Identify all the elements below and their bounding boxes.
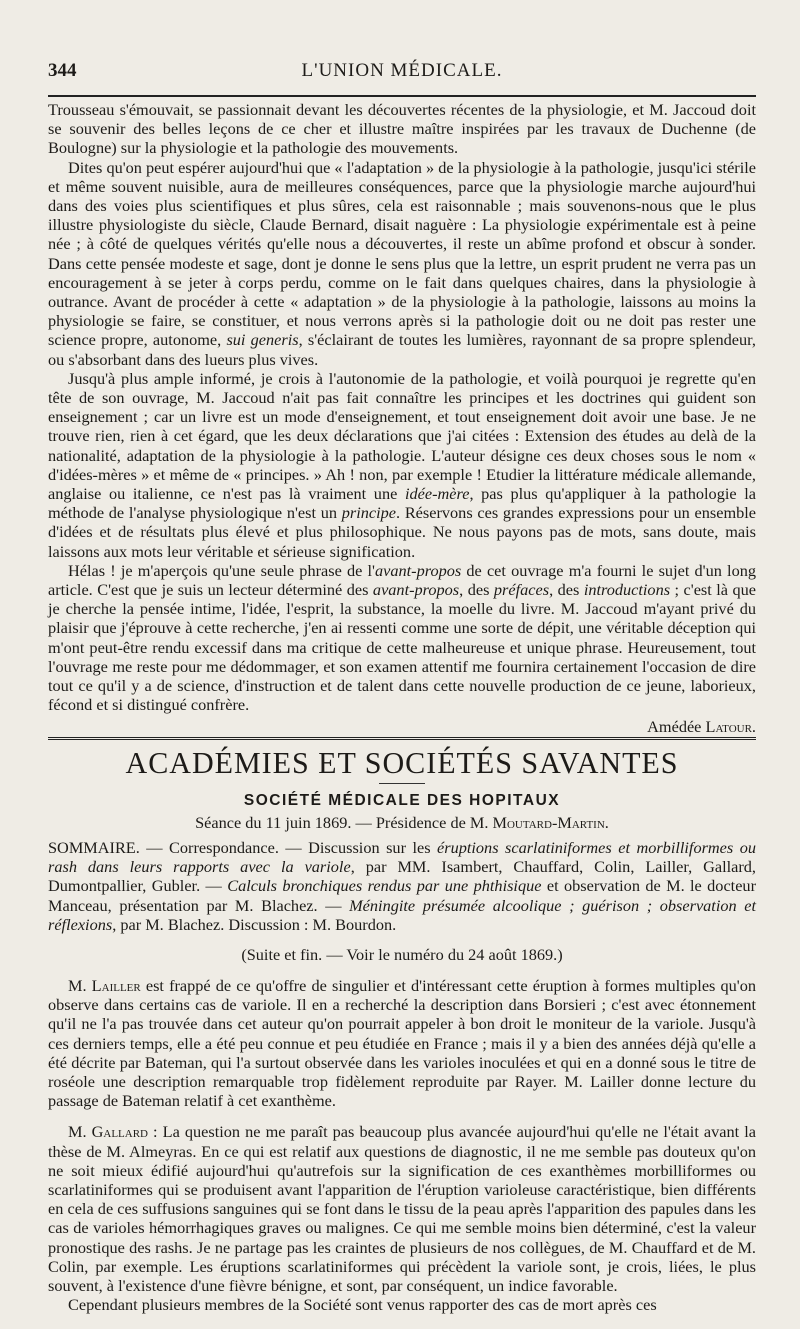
- paragraph: Trousseau s'émouvait, se passionnait devant les découvertes récentes de la physiologie, et M. Jaccoud doit se souvenir des belles leçons de ce cher et illustre maître inspirées par les travaux de Duchenne (de Boulogne) sur la physiologie et la pathologie des mouvements.: [48, 100, 756, 158]
- paragraph: Dites qu'on peut espérer aujourd'hui que « l'adaptation » de la physiologie à la pathologie, jusqu'ici stérile et même souvent nuisible, aura de meilleures conséquences, parce que la physiologie marche aujourd'hui dans des voies plus scientifiques et plus sûres, cela est raisonnable ; mais souvenons-nous que le plus illustre physiologiste du siècle, Claude Bernard, disait naguère : La physiologie expérimentale est à peine née ; à côté de quelques vérités qu'elle nous a découvertes, il reste un abîme profond et obscur à sonder. Dans cette pensée modeste et sage, dont je donne le sens plus que la lettre, un esprit prudent ne verra pas un encouragement à se jeter à corps perdu, comme on le fait dans quelques chaires, dans la physiologie à outrance. Avant de procéder à cette « adaptation » de la physiologie à la pathologie, laissons au moins la physiologie se faire, se constituer, et nous verrons après si la pathologie doit ou ne doit pas rester une science propre, autonome, sui generis, s'éclairant de toutes les lumières, rayonnant de sa propre splendeur, ou s'absorbant dans des lueurs plus vives.: [48, 157, 756, 369]
- summary: SOMMAIRE. — Correspondance. — Discussion sur les éruptions scarlatiniformes et morbilliformes ou rash dans leurs rapports avec la variole, par MM. Isambert, Chauffard, Colin, Lailler, Gallard, Dumontpallier, Gubler. — Calculs bronchiques rendus par une phthisique et observation de M. le docteur Manceau, présentation par M. Blachez. — Méningite présumée alcoolique ; guérison ; observation et réflexions, par M. Blachez. Discussion : M. Bourdon.: [48, 838, 757, 934]
- section-rule: [48, 737, 756, 742]
- paragraph-last: Cependant plusieurs membres de la Société sont venus rapporter des cas de mort après ces: [68, 1295, 657, 1315]
- page-number: 344: [48, 60, 77, 81]
- paragraph-gallard: M. Gallard : La question ne me paraît pas beaucoup plus avancée aujourd'hui qu'elle ne l'était avant la thèse de M. Almeyras. En ce qui est relatif aux questions de diagnostic, il ne me semble pas douteux qu'on ne soit mieux édifié aujourd'hui qu'autrefois sur la signification de ces exanthèmes morbilliformes ou scarlatiniformes qui se produisent avant l'apparition de l'éruption varioleuse caractéristique, bien différents en cela de ces suffusions sanguines qui se font dans le tissu de la peau après l'apparition des papules dans les cas de varioles hémorrhagiques graves ou malignes. Ce qui me semble moins bien déterminé, c'est la valeur pronostique des rashs. Je ne partage pas les craintes de plusieurs de nos collègues, de M. Chauffard et de M. Colin, par exemple. Les éruptions scarlatiniformes qui précèdent la variole sont, je crois, liées, le plus souvent, à l'existence d'une fièvre bénigne, et sont, par conséquent, un indice favorable.: [48, 1122, 756, 1296]
- header-rule: [48, 95, 756, 97]
- paragraph-lailler: M. Lailler est frappé de ce qu'offre de singulier et d'intéressant cette éruption à formes multiples qu'on observe dans certains cas de variole. Il en a recherché la description dans Borsieri ; c'est avec étonnement qu'il ne l'a pas trouvée dans cet auteur qu'on pourrait appeler à bon droit le moniteur de la variole. Jusqu'à ces derniers temps, elle a été peu connue et peu étudiée en France ; mais il y a bien des années déjà qu'elle a été décrite par Bateman, qui l'a surtout observée dans les varioles inoculées et qui en a donné sous le titre de roséole une description remarquable trop fidèlement reproduite par Rayer. M. Lailler donne lecture du passage de Bateman relatif à cet exanthème.: [48, 976, 756, 1111]
- suite-note: (Suite et fin. — Voir le numéro du 24 août 1869.): [241, 945, 563, 965]
- section-title: ACADÉMIES ET SOCIÉTÉS SAVANTES: [125, 745, 679, 780]
- paragraph: Jusqu'à plus ample informé, je crois à l'autonomie de la pathologie, et voilà pourquoi je regrette qu'en tête de son ouvrage, M. Jaccoud n'ait pas fait connaître les principes et les doctrines qui guident son enseignement ; car un livre est un mode d'enseignement, et tout enseignement doit avoir une base. Je ne trouve rien, rien à cet égard, que les deux déclarations que j'ai citées : Extension des études au delà de la nationalité, adaptation de la physiologie à la pathologie. L'auteur désigne ces deux choses sous le nom « d'idées-mères » et même de « principes. » Ah ! non, par exemple ! Etudier la littérature médicale allemande, anglaise ou italienne, ce n'est pas là vraiment une idée-mère, pas plus qu'appliquer à la pathologie la méthode de l'analyse physiologique n'est un principe. Réservons ces grandes expressions pour un ensemble d'idées et de résultats plus élevé et plus philosophique. Ne nous payons pas de mots, sans doute, mais laissons aux mots leur véritable et sérieuse signification.: [48, 368, 756, 561]
- signature: Amédée Latour.: [647, 716, 756, 736]
- session-line: Séance du 11 juin 1869. — Présidence de M. Moutard-Martin.: [195, 813, 609, 832]
- society-title: SOCIÉTÉ MÉDICALE DES HOPITAUX: [243, 792, 561, 809]
- running-head: [48, 60, 756, 90]
- paragraph: Hélas ! je m'aperçois qu'une seule phrase de l'avant-propos de cet ouvrage m'a fourni le sujet d'un long article. C'est que je suis un lecteur déterminé des avant-propos, des préfaces, des introductions ; c'est là que je cherche la pensée intime, l'idée, l'esprit, la substance, la moelle du livre. M. Jaccoud m'ayant privé du plaisir que j'éprouve à cette recherche, j'en ai ressenti comme une sorte de dépit, une véritable déception qui m'ont peut-être rendu excessif dans ma critique de cette malheureuse et unique phrase. Heureusement, tout l'ouvrage me reste pour me dédommager, et son examen attentif me fournira certainement l'occasion de dire tout ce qu'il y a de science, d'instruction et de talent dans cette nouvelle production de ce jeune, laborieux, fécond et si distingué confrère.: [48, 560, 756, 715]
- journal-title: L'UNION MÉDICALE.: [301, 60, 503, 81]
- section-block: [48, 745, 756, 1314]
- article-body: [48, 100, 756, 736]
- small-rule: [379, 783, 425, 784]
